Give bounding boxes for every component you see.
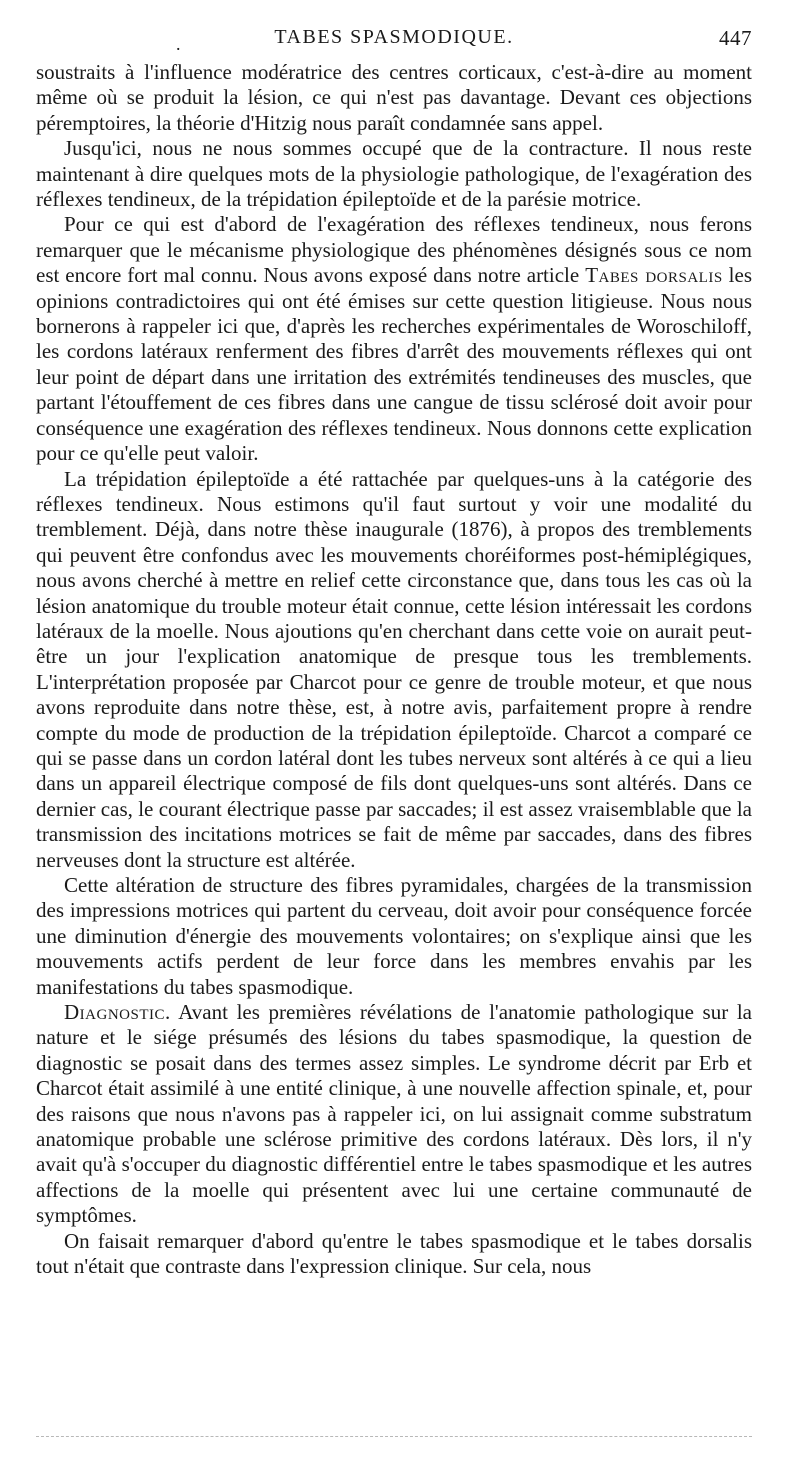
paragraph-contrast: On faisait remarquer d'abord qu'entre le tabes spasmodique et le tabes dorsalis tout n'était que contraste dans l'expression clinique. Sur cela, nous xyxy=(36,1228,752,1279)
paragraph-diagnostic xyxy=(36,1000,752,1229)
header-dot: . xyxy=(176,34,181,54)
paragraph-diagnostic-text: Avant les premières révélations de l'anatomie pathologique sur la nature et le siége présumés des lésions du tabes spasmodique, la question de diagnostic se posait dans des termes assez simples. Le syndrome décrit par Erb et Charcot était assimilé à une entité clinique, à une nouvelle affection spinale, et, pour des raisons que nous n'avons pas à rappeler ici, on lui assignait comme substratum anatomique probable une sclérose primitive des cordons latéraux. Dès lors, il n'y avait qu'à s'occuper du diagnostic différentiel entre le tabes spasmodique et les autres affections de la moelle qui présentent avec lui une certaine communauté de symptômes. xyxy=(36,1000,752,1228)
page-header xyxy=(36,22,752,56)
paragraph-hitzig-conclusion: soustraits à l'influence modératrice des centres corticaux, c'est-à-dire au moment même où se produit la lésion, ce qui n'est pas davantage. Devant ces objections péremptoires, la théorie d'Hitzig nous paraît condamnée sans appel. xyxy=(36,60,752,135)
diagnostic-heading: Diagnostic. xyxy=(64,1000,171,1025)
body-text xyxy=(36,60,752,1280)
book-page xyxy=(36,22,752,1280)
paragraph-contracture: Jusqu'ici, nous ne nous sommes occupé que de la contracture. Il nous reste maintenant à dire quelques mots de la physiologie pathologique, de l'exagération des réflexes tendineux, de la trépidation épileptoïde et de la parésie motrice. xyxy=(36,136,752,212)
paragraph-pyramidal-fibres: Cette altération de structure des fibres pyramidales, chargées de la transmission des impressions motrices qui partent du cerveau, doit avoir pour conséquence forcée une diminution d'énergie des mouvements volontaires; on s'explique ainsi que les mouvements actifs perdent de leur force dans les membres envahis par les manifestations du tabes spasmodique. xyxy=(36,873,752,999)
running-title: TABES SPASMODIQUE. xyxy=(274,26,514,48)
paragraph-reflexes-text-start: Pour ce qui est d'abord de l'exagération des réflexes tendineux, nous ferons remarquer que le mécanisme physiologique des phénomènes désignés sous ce nom est encore fort mal connu. Nous avons exposé dans notre article xyxy=(36,212,752,288)
bottom-scan-rule xyxy=(36,1436,752,1437)
tabes-dorsalis-reference: Tabes dorsalis xyxy=(585,263,723,288)
paragraph-trepidation: La trépidation épileptoïde a été rattachée par quelques-uns à la catégorie des réflexes tendineux. Nous estimons qu'il faut surtout y voir une modalité du tremblement. Déjà, dans notre thèse inaugurale (1876), à propos des tremblements qui peuvent être confondus avec les mouvements choréiformes post-hémiplégiques, nous avons cherché à mettre en relief cette circonstance que, dans tous les cas où la lésion anatomique du trouble moteur était connue, cette lésion intéressait les cordons latéraux de la moelle. Nous ajoutions qu'en cherchant dans cette voie on aurait peut-être un jour l'explication anatomique de presque tous les tremblements. L'interprétation proposée par Charcot pour ce genre de trouble moteur, et que nous avons reproduite dans notre thèse, est, à notre avis, parfaitement propre à rendre compte du mode de production de la trépidation épileptoïde. Charcot a comparé ce qui se passe dans un cordon latéral dont les tubes nerveux sont altérés à ce qui a lieu dans un appareil électrique composé de fils dont quelques-uns sont altérés. Dans ce dernier cas, le courant électrique passe par saccades; il est assez vraisemblable que la transmission des incitations motrices se fait de même par saccades, dans des fibres nerveuses dont la structure est altérée. xyxy=(36,466,752,872)
page-number: 447 xyxy=(719,26,752,50)
paragraph-reflexes-text-end: les opinions contradictoires qui ont été émises sur cette question litigieuse. Nous nous bornerons à rappeler ici que, d'après les recherches expérimentales de Woroschiloff, les cordons latéraux renferment des fibres d'arrêt des mouvements réflexes qui ont leur point de départ dans une irritation des extrémités tendineuses des muscles, que partant l'étouffement de ces fibres dans une cangue de tissu sclérosé doit avoir pour conséquence une exagération des réflexes tendineux. Nous donnons cette explication pour ce qu'elle peut valoir. xyxy=(36,263,752,466)
paragraph-reflexes xyxy=(36,212,752,466)
